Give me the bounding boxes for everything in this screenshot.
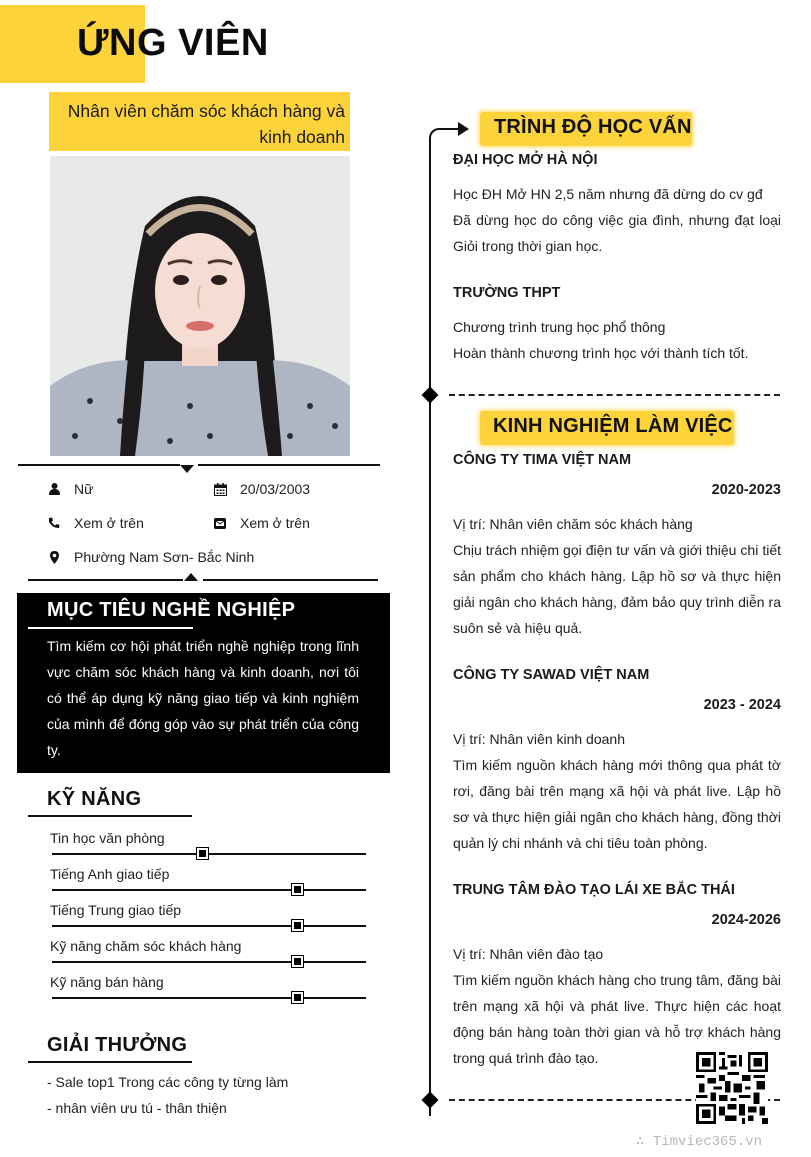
timeline-diamond-icon (422, 387, 439, 404)
job-title: Nhân viên chăm sóc khách hàng và kinh doanh (49, 92, 350, 151)
gender-info (47, 481, 93, 497)
skill-track (52, 889, 366, 891)
candidate-name: ỨNG VIÊN (77, 22, 269, 64)
phone-value: Xem ở trên (74, 515, 144, 531)
address-info (47, 549, 254, 565)
company-name: CÔNG TY TIMA VIỆT NAM (453, 452, 632, 468)
skill-item (50, 938, 368, 974)
phone-info (47, 515, 144, 531)
contact-rule-bottom-left (28, 579, 183, 581)
award-item: - Sale top1 Trong các công ty từng làm (47, 1074, 289, 1090)
skill-track (52, 925, 366, 927)
career-objective-section (17, 593, 390, 773)
skill-label: Kỹ năng chăm sóc khách hàng (50, 938, 242, 954)
job-description: Tìm kiếm nguồn khách hàng cho trung tâm, đăng bài trên mạng xã hội và phát live. Thực hiện các hoạt động bán hàng toàn thời gian và hỗ trợ khách hàng trong quá trình đào tạo. (453, 972, 781, 1066)
qr-code[interactable] (696, 1052, 768, 1124)
skill-track (52, 853, 366, 855)
birthday-info (213, 481, 310, 497)
calendar-icon (213, 482, 227, 496)
phone-icon (47, 516, 61, 530)
skills-underline (28, 815, 192, 817)
education-title: TRÌNH ĐỘ HỌC VẤN (494, 116, 692, 138)
job-position: Vị trí: Nhân viên chăm sóc khách hàng (453, 516, 693, 532)
skill-level-knob (197, 848, 208, 859)
timeline-diamond-icon (422, 1092, 439, 1109)
awards-underline (28, 1061, 192, 1063)
arrow-right-icon (458, 122, 469, 136)
triangle-down-icon (180, 465, 194, 473)
job-position: Vị trí: Nhân viên đào tạo (453, 946, 604, 962)
skill-item (50, 974, 368, 1010)
skill-item (50, 830, 368, 866)
job-description: Chịu trách nhiệm gọi điện tư vấn và giới thiệu chi tiết sản phẩm cho khách hàng. Lập hồ sơ và thực hiện giải ngân cho khách hàng, đảm bảo quy trình diễn ra suôn sẻ và hiệu quả. (453, 542, 781, 636)
skill-level-knob (292, 992, 303, 1003)
birthday-value: 20/03/2003 (240, 481, 311, 497)
experience-title: KINH NGHIỆM LÀM VIỆC (493, 415, 733, 437)
timeline-curve (429, 128, 443, 142)
awards-title: GIẢI THƯỞNG (47, 1034, 188, 1056)
email-value: Xem ở trên (240, 515, 310, 531)
education-description: Đã dừng học do công việc gia đình, nhưng đạt loại Giỏi trong thời gian học. (453, 212, 781, 254)
contact-rule-top-left (18, 464, 180, 466)
skill-item (50, 866, 368, 902)
skill-level-knob (292, 920, 303, 931)
education-line: Học ĐH Mở HN 2,5 năm nhưng đã dừng do cv gđ (453, 186, 763, 202)
section-divider (449, 394, 780, 396)
school-name: ĐẠI HỌC MỞ HÀ NỘI (453, 152, 598, 168)
timeline-line (429, 138, 431, 1116)
award-item: - nhân viên ưu tú - thân thiện (47, 1100, 227, 1116)
objective-title: MỤC TIÊU NGHỀ NGHIỆP (47, 599, 296, 621)
skill-label: Tin học văn phòng (50, 830, 165, 846)
address-value: Phường Nam Sơn- Bắc Ninh (74, 549, 255, 565)
school-name: TRƯỜNG THPT (453, 285, 561, 301)
skill-label: Kỹ năng bán hàng (50, 974, 164, 990)
education-line: Chương trình trung học phổ thông (453, 319, 666, 335)
email-info (213, 515, 310, 531)
envelope-icon (213, 516, 227, 530)
user-icon (47, 482, 61, 496)
education-description: Hoàn thành chương trình học với thành tích tốt. (453, 345, 749, 361)
contact-rule-top-right (198, 464, 380, 466)
skill-track (52, 997, 366, 999)
skills-title: KỸ NĂNG (47, 788, 142, 810)
skill-item (50, 902, 368, 938)
employment-period: 2023 - 2024 (703, 697, 781, 713)
watermark: ∴ Timviec365.vn (636, 1134, 763, 1150)
candidate-photo (50, 156, 350, 456)
company-name: TRUNG TÂM ĐÀO TẠO LÁI XE BẮC THÁI (453, 882, 735, 898)
skill-level-knob (292, 884, 303, 895)
map-marker-icon (47, 550, 61, 564)
skill-level-knob (292, 956, 303, 967)
job-description: Tìm kiếm nguồn khách hàng mới thông qua phát tờ rơi, đăng bài trên mạng xã hội và phát live. Lập hồ sơ và thực hiện giải ngân cho khách hàng, đồng thời quản lý chi nhánh và chi tiêu toàn phòng. (453, 757, 781, 851)
objective-text: Tìm kiếm cơ hội phát triển nghề nghiệp trong lĩnh vực chăm sóc khách hàng và kinh doanh, nơi tôi có thể áp dụng kỹ năng giao tiếp và kinh nghiệm của mình để đóng góp vào sự phát triển của công ty. (47, 638, 359, 758)
triangle-up-icon (184, 573, 198, 581)
skill-track (52, 961, 366, 963)
portrait-illustration (50, 156, 350, 456)
objective-underline (28, 627, 193, 629)
contact-rule-bottom-right (203, 579, 378, 581)
company-name: CÔNG TY SAWAD VIỆT NAM (453, 667, 650, 683)
job-position: Vị trí: Nhân viên kinh doanh (453, 731, 625, 747)
gender-value: Nữ (74, 481, 94, 497)
employment-period: 2020-2023 (711, 482, 781, 498)
skill-label: Tiếng Trung giao tiếp (50, 902, 182, 918)
skill-label: Tiếng Anh giao tiếp (50, 866, 170, 882)
employment-period: 2024-2026 (711, 912, 781, 928)
